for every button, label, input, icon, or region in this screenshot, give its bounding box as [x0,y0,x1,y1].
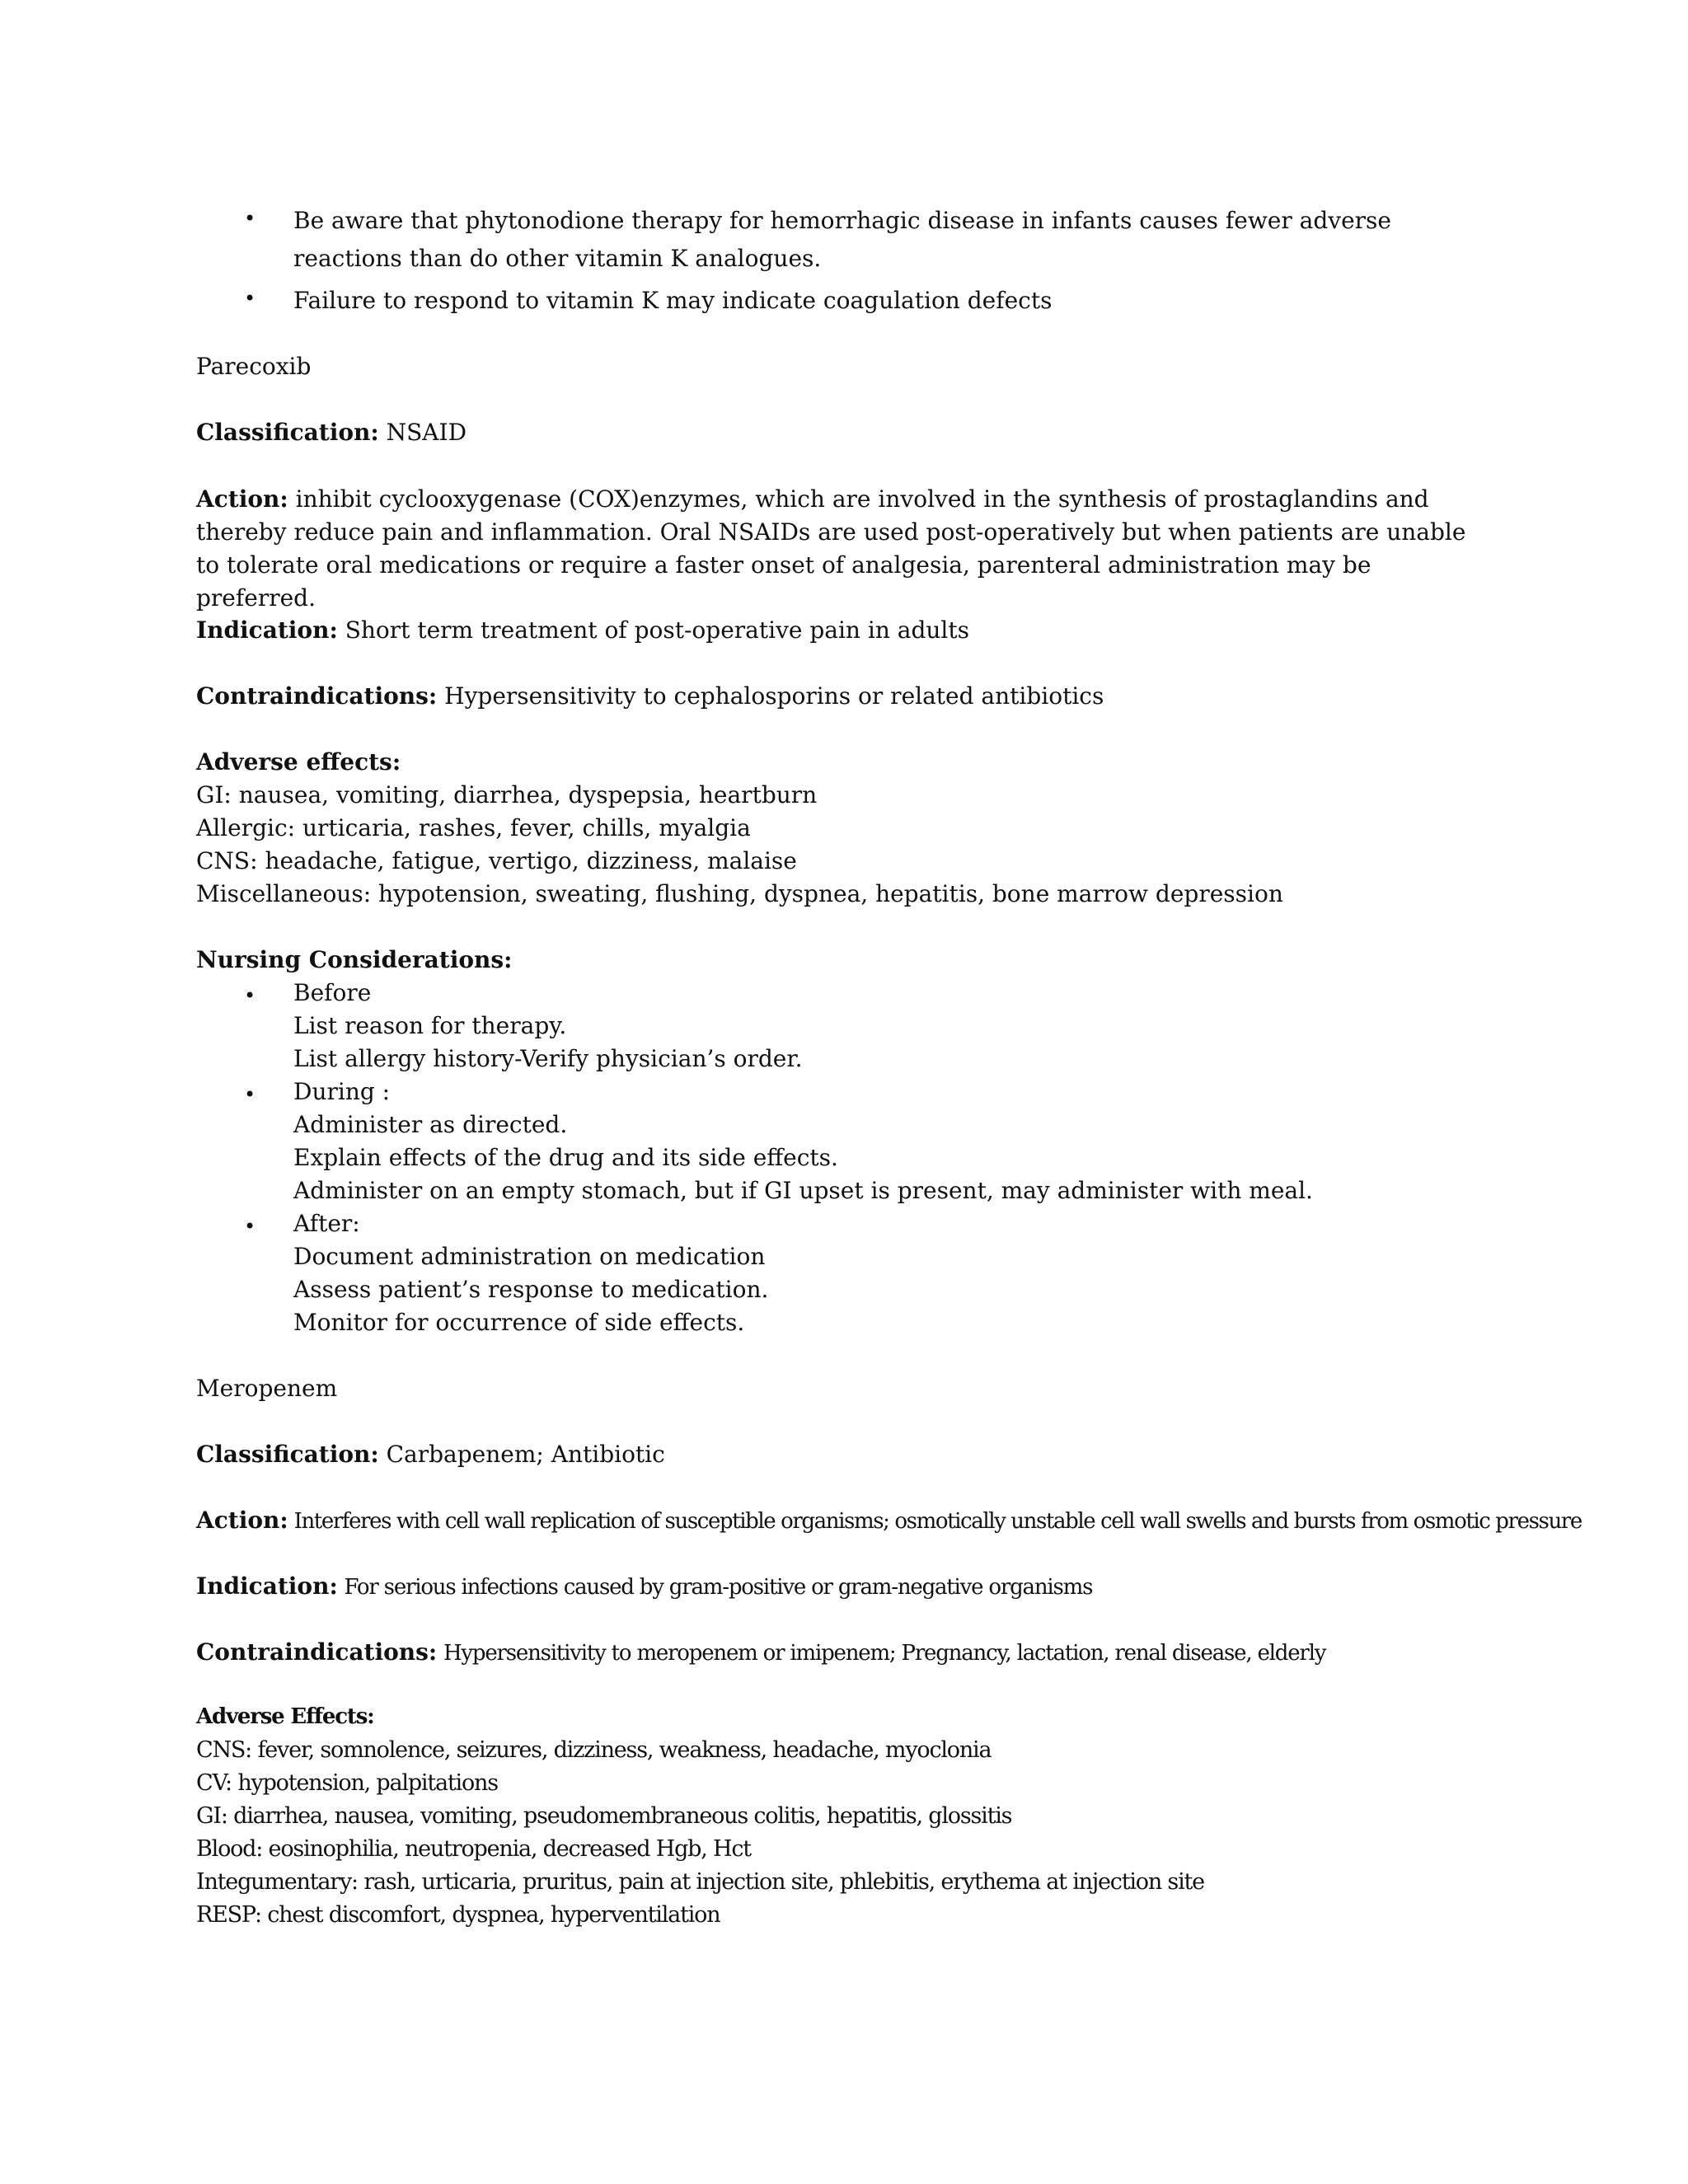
nursing-item: Administer as directed. [293,1111,568,1138]
drug-name: Parecoxib [196,353,312,380]
nursing-item: List reason for therapy. [293,1012,567,1039]
field-label: Indication: [196,616,338,644]
field-value: NSAID [386,419,467,446]
field-label: Indication: [196,1572,338,1600]
adverse-effect-line: GI: diarrhea, nausea, vomiting, pseudomembraneous colitis, hepatitis, glossitis [196,1803,1012,1829]
adverse-effect-line: Blood: eosinophilia, neutropenia, decreased Hgb, Hct [196,1836,751,1862]
adverse-effects-heading: Adverse Effects: [196,1704,374,1729]
field-value: Short term treatment of post-operative pain in adults [345,616,969,644]
action-row [196,483,1482,615]
contraindications-row [196,682,1104,710]
field-label: Contraindications: [196,1638,438,1666]
adverse-effect-line: RESP: chest discomfort, dyspnea, hyperventilation [196,1902,720,1928]
nursing-item: Document administration on medication [293,1243,766,1270]
nursing-phase-heading: Before [293,979,372,1006]
list-item-text: Failure to respond to vitamin K may indicate coagulation defects [293,287,1053,314]
contraindications-row [196,1638,1325,1666]
nursing-item: Explain effects of the drug and its side effects. [293,1144,838,1171]
adverse-effect-line: CNS: fever, somnolence, seizures, dizziness, weakness, headache, myoclonia [196,1737,992,1763]
field-value: Interferes with cell wall replication of susceptible organisms; osmotically unstable cell wall swells and bursts from osmotic pressure [293,1509,1582,1534]
action-row [196,1507,1582,1534]
adverse-effects-heading: Adverse effects: [196,748,401,776]
field-label: Action: [196,1507,288,1534]
field-label: Contraindications: [196,682,438,710]
bullet-icon: • [244,1215,256,1238]
classification-row [196,1441,665,1468]
adverse-effect-line: CNS: headache, fatigue, vertigo, dizziness, malaise [196,847,797,874]
field-value: For serious infections caused by gram-positive or gram-negative organisms [344,1575,1093,1600]
nursing-item: Administer on an empty stomach, but if GI upset is present, may administer with meal. [293,1177,1313,1204]
field-label: Classification: [196,419,379,446]
list-item-text: Be aware that phytonodione therapy for hemorrhagic disease in infants causes fewer adverse reactions than do other vitamin K analogues. [293,207,1391,272]
field-value: Carbapenem; Antibiotic [386,1441,665,1468]
bullet-icon: • [244,287,256,310]
drug-name: Meropenem [196,1375,338,1402]
adverse-effect-line: Integumentary: rash, urticaria, pruritus, pain at injection site, phlebitis, erythema at injection site [196,1869,1204,1895]
nursing-item: List allergy history-Verify physician’s order. [293,1045,803,1072]
field-value: Hypersensitivity to cephalosporins or related antibiotics [444,682,1104,710]
nursing-considerations-heading: Nursing Considerations: [196,946,513,973]
indication-row [196,616,969,644]
adverse-effect-line: GI: nausea, vomiting, diarrhea, dyspepsia, heartburn [196,781,818,808]
field-label: Classification: [196,1441,379,1468]
adverse-effect-line: Allergic: urticaria, rashes, fever, chills, myalgia [196,814,751,841]
field-label: Action: [196,485,288,513]
field-value: inhibit cyclooxygenase (COX)enzymes, which are involved in the synthesis of prostaglandins and thereby reduce pain and inflammation. Oral NSAIDs are used post-operatively but when patients are unable to tolerate oral medications or require a faster onset of analgesia, parenteral administration may be preferred. [196,485,1466,612]
classification-row [196,419,467,446]
field-value: Hypersensitivity to meropenem or imipenem; Pregnancy, lactation, renal disease, elderly [443,1641,1326,1666]
nursing-phase-heading: During : [293,1078,391,1105]
bullet-icon: • [244,207,256,230]
adverse-effect-line: CV: hypotension, palpitations [196,1770,498,1796]
nursing-phase-heading: After: [293,1210,360,1237]
bullet-icon: • [244,984,256,1007]
adverse-effect-line: Miscellaneous: hypotension, sweating, flushing, dyspnea, hepatitis, bone marrow depression [196,880,1283,907]
nursing-item: Monitor for occurrence of side effects. [293,1309,745,1336]
nursing-item: Assess patient’s response to medication. [293,1276,769,1303]
bullet-icon: • [244,1083,256,1106]
indication-row [196,1572,1092,1600]
